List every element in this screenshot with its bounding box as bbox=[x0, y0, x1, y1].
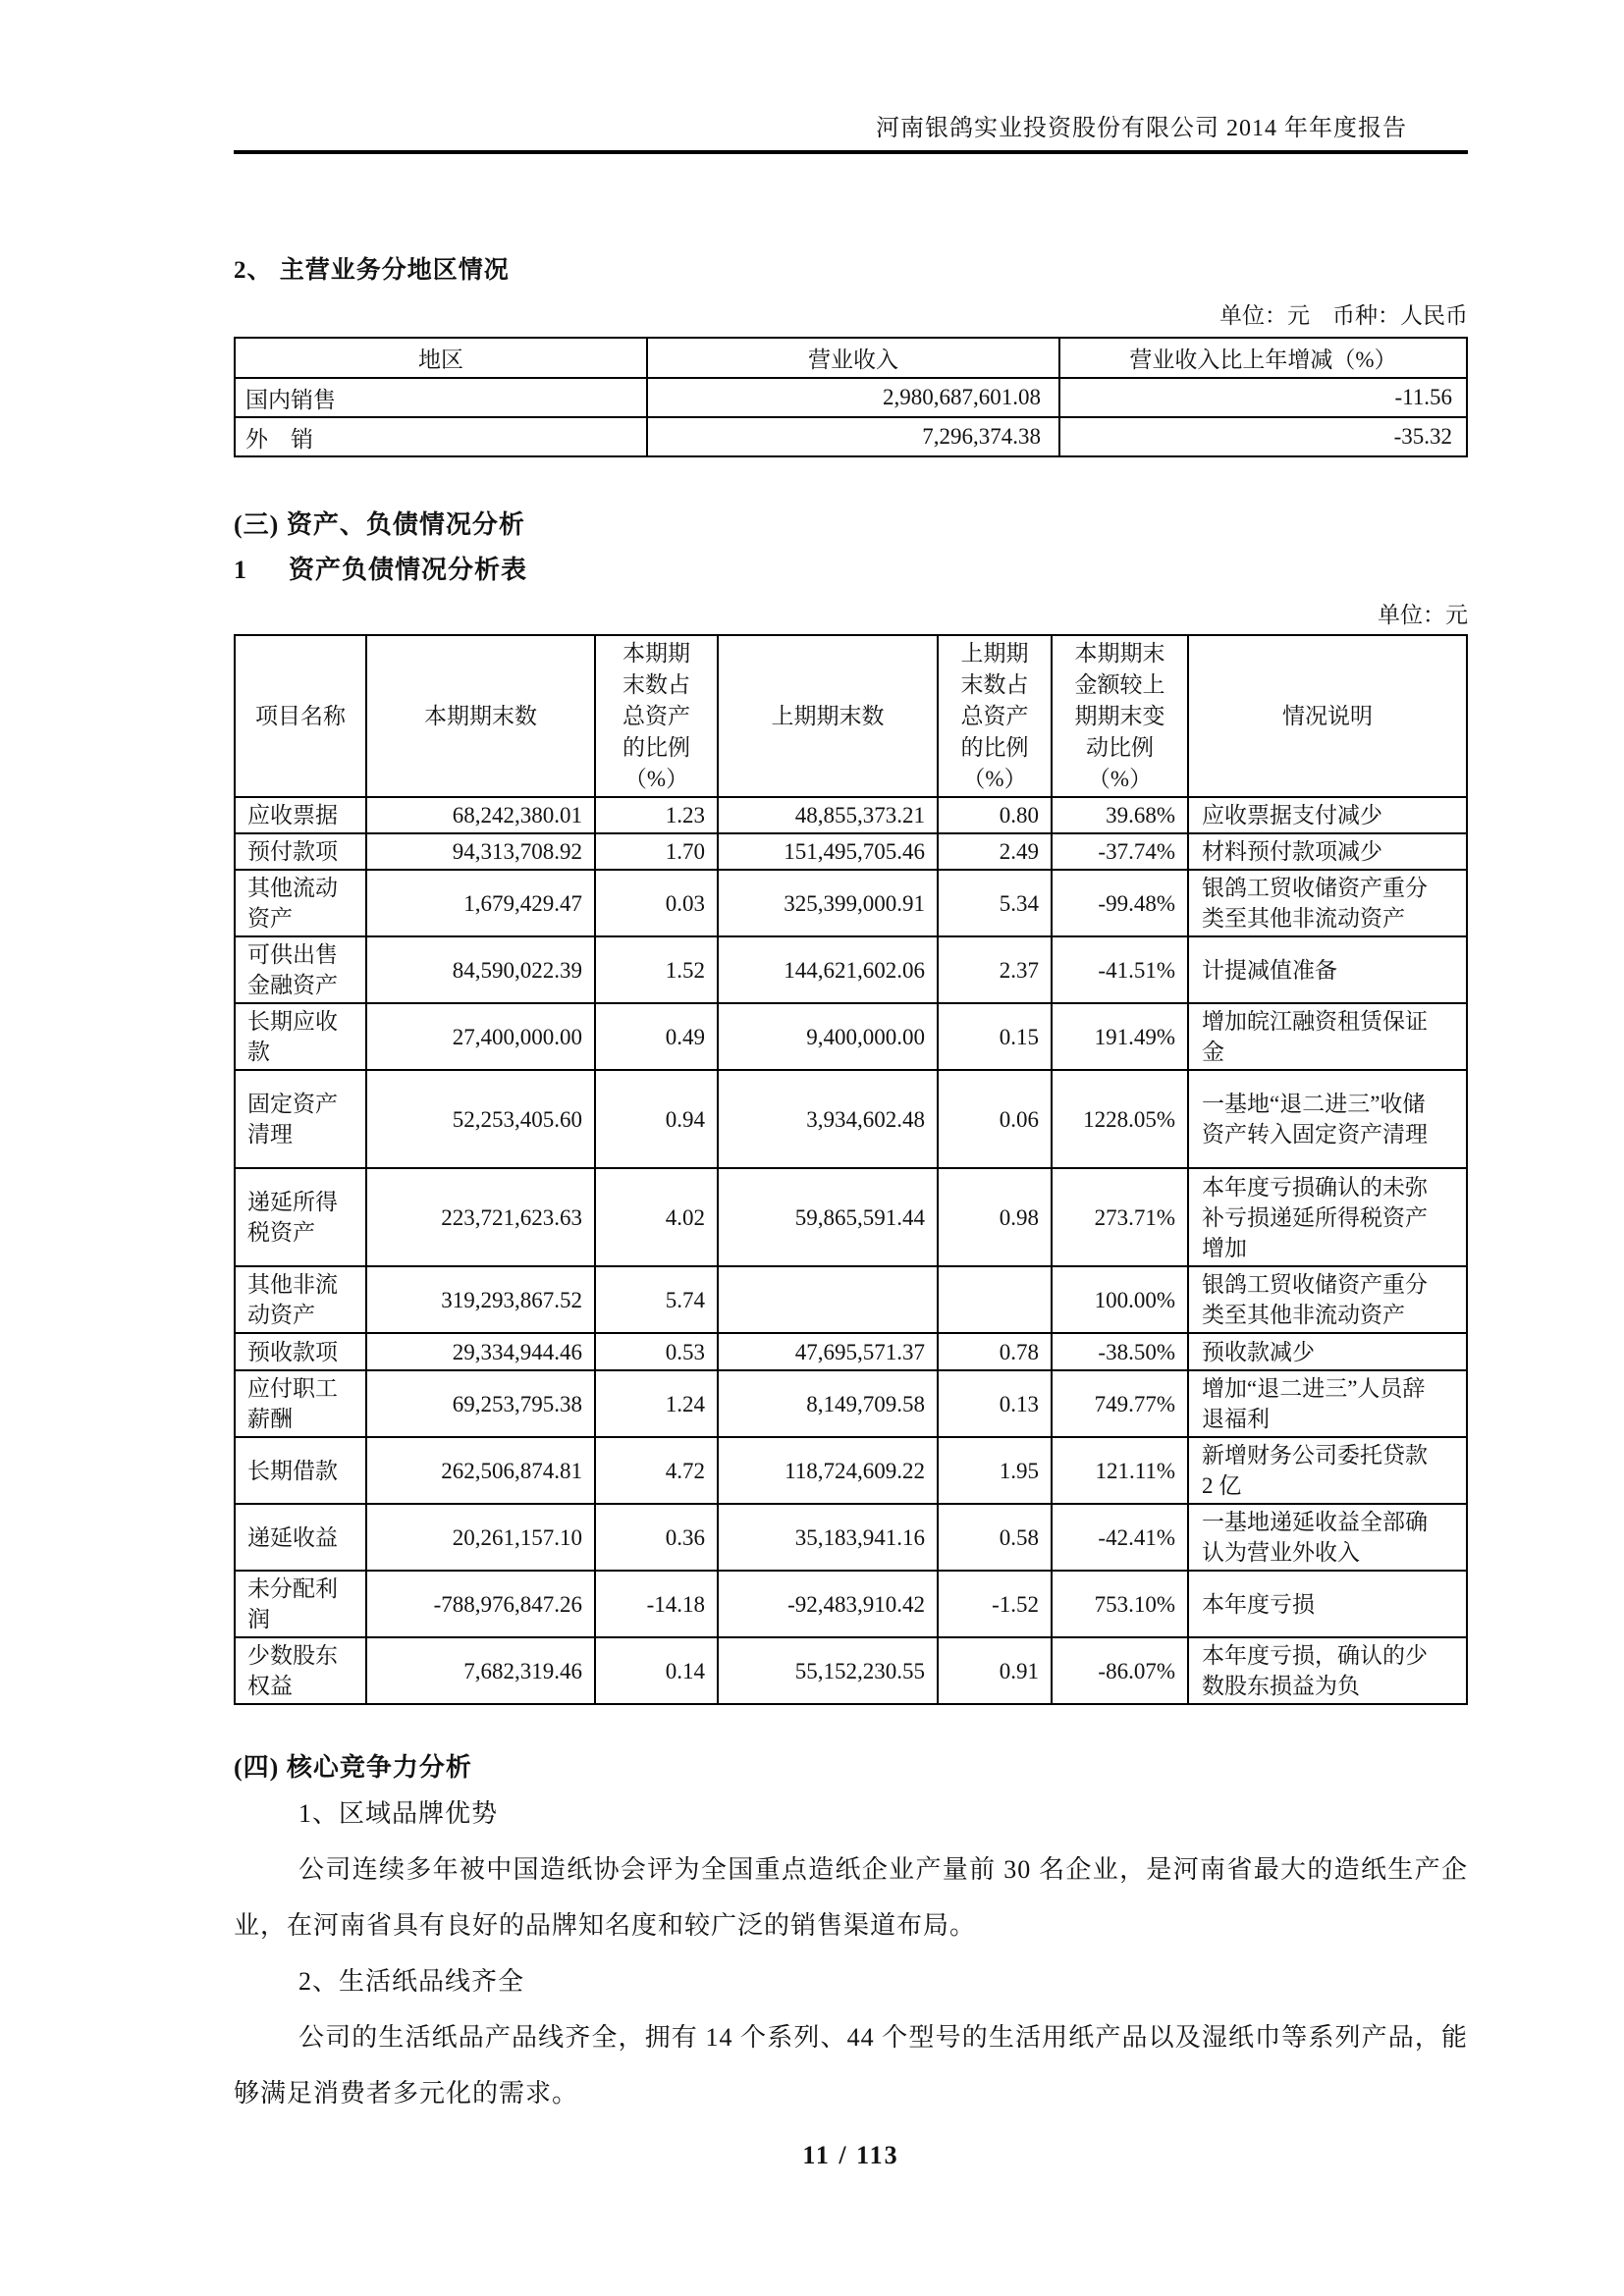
cell-current-ratio: 0.53 bbox=[595, 1333, 718, 1370]
table-row bbox=[235, 1571, 1467, 1637]
table-row bbox=[235, 833, 1467, 870]
cell-item-name: 其他非流动资产 bbox=[235, 1266, 366, 1333]
cell-prior-amount: 9,400,000.00 bbox=[718, 1003, 938, 1070]
cell-explanation: 预收款减少 bbox=[1188, 1333, 1467, 1370]
section-heading-core-competitiveness: (四) 核心竞争力分析 bbox=[234, 1753, 472, 1782]
core-item-body-2: 公司的生活纸品产品线齐全，拥有 14 个系列、44 个型号的生活用纸产品以及湿纸巾等系列产品，能够满足消费者多元化的需求。 bbox=[234, 2023, 1468, 2108]
cell-prior-amount: 59,865,591.44 bbox=[718, 1168, 938, 1266]
table-row bbox=[235, 1168, 1467, 1266]
cell-explanation: 本年度亏损，确认的少数股东损益为负 bbox=[1188, 1637, 1467, 1704]
header-divider bbox=[234, 150, 1468, 154]
col-header-current-ratio: 本期期末数占总资产的比例（%） bbox=[595, 635, 718, 797]
table-row bbox=[235, 1003, 1467, 1070]
cell-prior-ratio: 0.13 bbox=[938, 1370, 1052, 1437]
cell-current-ratio: 4.72 bbox=[595, 1437, 718, 1504]
cell-current-amount: 68,242,380.01 bbox=[366, 797, 595, 833]
cell-prior-amount: 47,695,571.37 bbox=[718, 1333, 938, 1370]
cell-explanation: 计提减值准备 bbox=[1188, 936, 1467, 1003]
cell-current-ratio: 0.94 bbox=[595, 1070, 718, 1168]
cell-current-amount: -788,976,847.26 bbox=[366, 1571, 595, 1637]
col-header-prior-amount: 上期期末数 bbox=[718, 635, 938, 797]
section-heading-region-business: 2、 主营业务分地区情况 bbox=[234, 257, 510, 284]
cell-item-name: 应收票据 bbox=[235, 797, 366, 833]
subsection-number: 1 bbox=[234, 556, 247, 584]
cell-prior-ratio: 2.37 bbox=[938, 936, 1052, 1003]
cell-prior-amount: 118,724,609.22 bbox=[718, 1437, 938, 1504]
cell-current-amount: 94,313,708.92 bbox=[366, 833, 595, 870]
col-header-prior-ratio: 上期期末数占总资产的比例（%） bbox=[938, 635, 1052, 797]
cell-change-ratio: 273.71% bbox=[1052, 1168, 1188, 1266]
cell-prior-amount: 48,855,373.21 bbox=[718, 797, 938, 833]
cell-change-ratio: -41.51% bbox=[1052, 936, 1188, 1003]
cell-current-amount: 1,679,429.47 bbox=[366, 870, 595, 936]
cell-explanation: 增加“退二进三”人员辞退福利 bbox=[1188, 1370, 1467, 1437]
cell-item-name: 递延所得税资产 bbox=[235, 1168, 366, 1266]
cell-current-ratio: -14.18 bbox=[595, 1571, 718, 1637]
cell-current-ratio: 0.36 bbox=[595, 1504, 718, 1571]
subsection-heading-balance-table bbox=[234, 554, 1468, 587]
cell-prior-ratio: 0.06 bbox=[938, 1070, 1052, 1168]
cell-current-ratio: 1.23 bbox=[595, 797, 718, 833]
cell-current-ratio: 0.14 bbox=[595, 1637, 718, 1704]
cell-explanation: 材料预付款项减少 bbox=[1188, 833, 1467, 870]
cell-current-amount: 7,682,319.46 bbox=[366, 1637, 595, 1704]
cell-item-name: 未分配利润 bbox=[235, 1571, 366, 1637]
cell-item-name: 递延收益 bbox=[235, 1504, 366, 1571]
cell-change-ratio: 191.49% bbox=[1052, 1003, 1188, 1070]
cell-region: 外 销 bbox=[235, 417, 647, 456]
region-revenue-table bbox=[234, 337, 1468, 457]
cell-prior-ratio: -1.52 bbox=[938, 1571, 1052, 1637]
cell-current-amount: 20,261,157.10 bbox=[366, 1504, 595, 1571]
cell-prior-ratio: 0.78 bbox=[938, 1333, 1052, 1370]
cell-explanation: 本年度亏损 bbox=[1188, 1571, 1467, 1637]
cell-current-ratio: 5.74 bbox=[595, 1266, 718, 1333]
core-item-title-2: 2、生活纸品线齐全 bbox=[298, 1967, 525, 1996]
cell-change-ratio: 753.10% bbox=[1052, 1571, 1188, 1637]
assets-liabilities-analysis-table bbox=[234, 634, 1468, 1705]
cell-prior-amount: 325,399,000.91 bbox=[718, 870, 938, 936]
table-row bbox=[235, 378, 1467, 417]
cell-prior-amount bbox=[718, 1266, 938, 1333]
cell-prior-ratio: 0.15 bbox=[938, 1003, 1052, 1070]
core-item-body-1: 公司连续多年被中国造纸协会评为全国重点造纸企业产量前 30 名企业，是河南省最大的造纸生产企业，在河南省具有良好的品牌知名度和较广泛的销售渠道布局。 bbox=[234, 1855, 1468, 1940]
cell-prior-amount: -92,483,910.42 bbox=[718, 1571, 938, 1637]
col-header-item-name: 项目名称 bbox=[235, 635, 366, 797]
cell-item-name: 其他流动资产 bbox=[235, 870, 366, 936]
cell-current-ratio: 1.70 bbox=[595, 833, 718, 870]
cell-region: 国内销售 bbox=[235, 378, 647, 417]
cell-prior-amount: 151,495,705.46 bbox=[718, 833, 938, 870]
table-row bbox=[235, 1370, 1467, 1437]
col-header-change-ratio: 本期期末金额较上期期末变动比例（%） bbox=[1052, 635, 1188, 797]
cell-prior-ratio: 2.49 bbox=[938, 833, 1052, 870]
cell-change-ratio: 121.11% bbox=[1052, 1437, 1188, 1504]
cell-revenue: 7,296,374.38 bbox=[647, 417, 1059, 456]
table-row bbox=[235, 417, 1467, 456]
cell-item-name: 长期借款 bbox=[235, 1437, 366, 1504]
unit-currency-note: 单位：元 币种：人民币 bbox=[1219, 303, 1468, 328]
cell-explanation: 一基地递延收益全部确认为营业外收入 bbox=[1188, 1504, 1467, 1571]
cell-item-name: 少数股东权益 bbox=[235, 1637, 366, 1704]
report-header-title: 河南银鸽实业投资股份有限公司 2014 年年度报告 bbox=[876, 116, 1407, 141]
cell-change-ratio: -86.07% bbox=[1052, 1637, 1188, 1704]
table-header-row bbox=[235, 338, 1467, 378]
cell-prior-amount: 55,152,230.55 bbox=[718, 1637, 938, 1704]
cell-item-name: 长期应收款 bbox=[235, 1003, 366, 1070]
section-heading-assets-liabilities: (三) 资产、负债情况分析 bbox=[234, 510, 525, 539]
cell-prior-ratio: 1.95 bbox=[938, 1437, 1052, 1504]
cell-explanation: 银鸽工贸收储资产重分类至其他非流动资产 bbox=[1188, 870, 1467, 936]
cell-change-ratio: 100.00% bbox=[1052, 1266, 1188, 1333]
cell-prior-ratio: 0.91 bbox=[938, 1637, 1052, 1704]
cell-current-amount: 27,400,000.00 bbox=[366, 1003, 595, 1070]
cell-current-amount: 262,506,874.81 bbox=[366, 1437, 595, 1504]
col-header-revenue: 营业收入 bbox=[647, 338, 1059, 378]
cell-prior-ratio: 0.80 bbox=[938, 797, 1052, 833]
col-header-revenue-change: 营业收入比上年增减（%） bbox=[1059, 338, 1467, 378]
core-item-title-1: 1、区域品牌优势 bbox=[298, 1799, 499, 1828]
cell-prior-amount: 8,149,709.58 bbox=[718, 1370, 938, 1437]
cell-change-ratio: 1228.05% bbox=[1052, 1070, 1188, 1168]
table-row bbox=[235, 1504, 1467, 1571]
cell-item-name: 可供出售金融资产 bbox=[235, 936, 366, 1003]
cell-current-ratio: 0.49 bbox=[595, 1003, 718, 1070]
table-row bbox=[235, 1637, 1467, 1704]
cell-current-ratio: 1.24 bbox=[595, 1370, 718, 1437]
table-row bbox=[235, 797, 1467, 833]
cell-prior-ratio: 0.98 bbox=[938, 1168, 1052, 1266]
cell-change-ratio: -99.48% bbox=[1052, 870, 1188, 936]
cell-current-ratio: 4.02 bbox=[595, 1168, 718, 1266]
cell-change-ratio: -38.50% bbox=[1052, 1333, 1188, 1370]
table-header-row bbox=[235, 635, 1467, 797]
cell-prior-amount: 35,183,941.16 bbox=[718, 1504, 938, 1571]
cell-current-ratio: 1.52 bbox=[595, 936, 718, 1003]
table-row bbox=[235, 1333, 1467, 1370]
cell-revenue: 2,980,687,601.08 bbox=[647, 378, 1059, 417]
cell-item-name: 应付职工薪酬 bbox=[235, 1370, 366, 1437]
cell-prior-amount: 3,934,602.48 bbox=[718, 1070, 938, 1168]
cell-current-amount: 29,334,944.46 bbox=[366, 1333, 595, 1370]
cell-item-name: 预付款项 bbox=[235, 833, 366, 870]
cell-prior-ratio bbox=[938, 1266, 1052, 1333]
cell-explanation: 本年度亏损确认的未弥补亏损递延所得税资产增加 bbox=[1188, 1168, 1467, 1266]
cell-explanation: 增加皖江融资租赁保证金 bbox=[1188, 1003, 1467, 1070]
page-number: 11 / 113 bbox=[802, 2141, 899, 2169]
cell-current-amount: 69,253,795.38 bbox=[366, 1370, 595, 1437]
table-row bbox=[235, 1266, 1467, 1333]
unit-note: 单位：元 bbox=[1378, 603, 1468, 627]
cell-explanation: 新增财务公司委托贷款 2 亿 bbox=[1188, 1437, 1467, 1504]
cell-change-ratio: 39.68% bbox=[1052, 797, 1188, 833]
col-header-current-amount: 本期期末数 bbox=[366, 635, 595, 797]
cell-revenue-change: -35.32 bbox=[1059, 417, 1467, 456]
cell-explanation: 银鸽工贸收储资产重分类至其他非流动资产 bbox=[1188, 1266, 1467, 1333]
cell-item-name: 预收款项 bbox=[235, 1333, 366, 1370]
cell-current-amount: 52,253,405.60 bbox=[366, 1070, 595, 1168]
cell-change-ratio: -37.74% bbox=[1052, 833, 1188, 870]
cell-current-amount: 319,293,867.52 bbox=[366, 1266, 595, 1333]
cell-explanation: 一基地“退二进三”收储资产转入固定资产清理 bbox=[1188, 1070, 1467, 1168]
cell-item-name: 固定资产清理 bbox=[235, 1070, 366, 1168]
cell-explanation: 应收票据支付减少 bbox=[1188, 797, 1467, 833]
cell-prior-ratio: 5.34 bbox=[938, 870, 1052, 936]
cell-change-ratio: 749.77% bbox=[1052, 1370, 1188, 1437]
cell-current-amount: 223,721,623.63 bbox=[366, 1168, 595, 1266]
cell-change-ratio: -42.41% bbox=[1052, 1504, 1188, 1571]
col-header-explanation: 情况说明 bbox=[1188, 635, 1467, 797]
table-row bbox=[235, 1070, 1467, 1168]
col-header-region: 地区 bbox=[235, 338, 647, 378]
table-row bbox=[235, 870, 1467, 936]
cell-prior-ratio: 0.58 bbox=[938, 1504, 1052, 1571]
cell-current-amount: 84,590,022.39 bbox=[366, 936, 595, 1003]
table-row bbox=[235, 1437, 1467, 1504]
table-row bbox=[235, 936, 1467, 1003]
subsection-title: 资产负债情况分析表 bbox=[289, 556, 528, 584]
cell-prior-amount: 144,621,602.06 bbox=[718, 936, 938, 1003]
cell-current-ratio: 0.03 bbox=[595, 870, 718, 936]
cell-revenue-change: -11.56 bbox=[1059, 378, 1467, 417]
page-content bbox=[234, 0, 1468, 2170]
